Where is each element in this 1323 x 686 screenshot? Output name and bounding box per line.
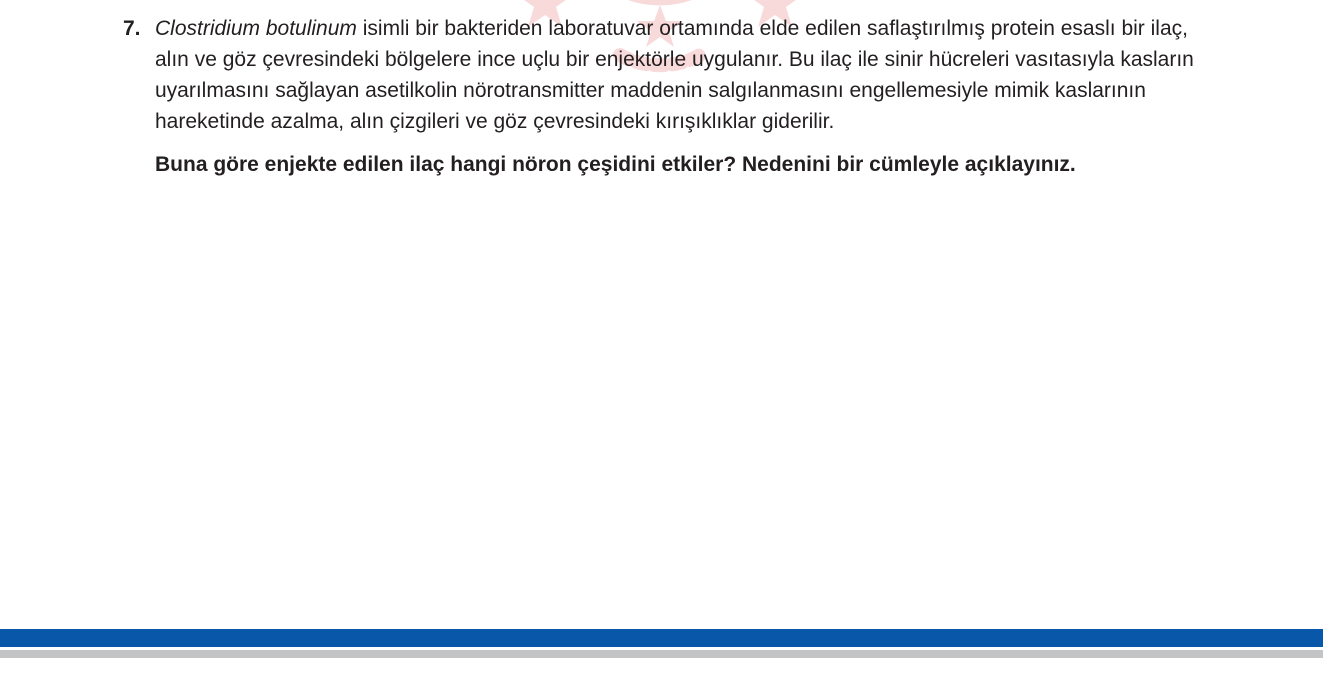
organism-name: Clostridium botulinum <box>155 17 357 40</box>
question-block <box>123 13 1223 180</box>
footer-bar-blue <box>0 629 1323 647</box>
footer-bar-gray <box>0 650 1323 658</box>
question-body <box>155 13 1223 180</box>
question-text <box>155 13 1223 137</box>
question-text-body: isimli bir bakteriden laboratuvar ortamında elde edilen saflaştırılmış protein esaslı bir ilaç, alın ve göz çevresindeki bölgelere ince uçlu bir enjektörle uygulanır. Bu ilaç ile sinir hücreleri vasıtasıyla kasların uyarılmasını sağlayan asetilkolin nörotransmitter maddenin salgılanmasını engellemesiyle mimik kaslarının hareketinde azalma, alın çizgileri ve göz çevresindeki kırışıklıklar giderilir. <box>155 17 1194 133</box>
question-number: 7. <box>123 17 141 40</box>
question-prompt: Buna göre enjekte edilen ilaç hangi nöron çeşidini etkiler? Nedenini bir cümleyle açıklayınız. <box>155 153 1076 176</box>
